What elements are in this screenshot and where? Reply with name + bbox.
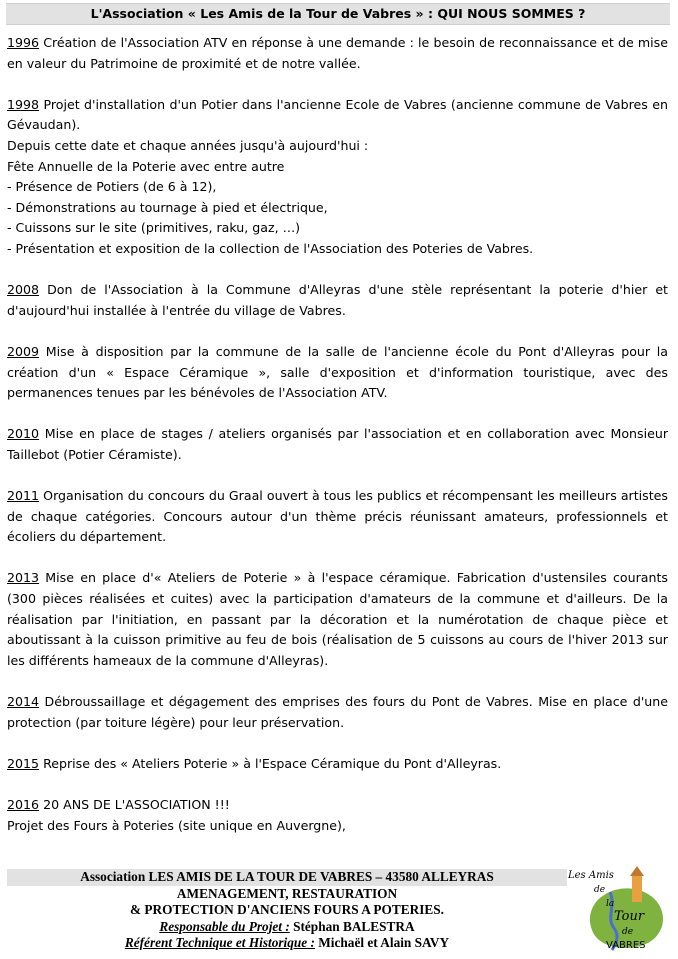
entry-line	[7, 795, 668, 816]
entry-text: Mise à disposition par la commune de la salle de l'ancienne école du Pont d'Alleyras pour la création d'un « Espace Céramique », salle d'exposition et d'information touristique, avec des permanences tenues par les bénévoles de l'Association ATV.	[7, 343, 668, 401]
history-content	[7, 33, 668, 857]
entry-text: Organisation du concours du Graal ouvert à tous les publics et récompensant les meilleurs artistes de chaque catégories. Concours autour d'un thème précis réunissant amateurs, professionnels et écoliers du département.	[7, 488, 668, 545]
entry-text: - Démonstrations au tournage à pied et électrique,	[7, 199, 328, 215]
logo-tower-roof	[630, 866, 644, 876]
entry-line	[7, 342, 668, 404]
entry-line	[7, 816, 668, 837]
entry-text: Mise en place de stages / ateliers organisés par l'association et en collaboration avec Monsieur Taillebot (Potier Céramiste).	[7, 426, 668, 462]
entry-line	[7, 33, 668, 74]
entry-text: 20 ANS DE L'ASSOCIATION !!!	[39, 796, 230, 812]
entry-line	[7, 754, 668, 775]
association-logo	[566, 862, 674, 954]
entry-line	[7, 280, 668, 321]
entry-text: Débroussaillage et dégagement des emprises des fours du Pont de Vabres. Mise en place d'une protection (par toiture légère) pour leur préservation.	[7, 694, 668, 730]
entry-text: Don de l'Association à la Commune d'Alleyras d'une stèle représentant la poterie d'hier et d'aujourd'hui installée à l'entrée du village de Vabres.	[7, 282, 668, 318]
footer-mission-2: & PROTECTION D'ANCIENS FOURS A POTERIES.	[129, 902, 444, 917]
logo-text-vabres: VABRES	[606, 940, 646, 951]
entry-text: - Cuissons sur le site (primitives, raku, gaz, …)	[7, 220, 301, 236]
entry-text: - Présence de Potiers (de 6 à 12),	[7, 179, 217, 195]
entry-line	[7, 157, 668, 178]
history-entry	[7, 486, 668, 548]
technical-ref-names: Michaël et Alain SAVY	[314, 935, 450, 950]
history-entry	[7, 754, 668, 775]
entry-year: 2015	[7, 755, 40, 771]
logo-text-la: la	[606, 899, 615, 909]
entry-line	[7, 177, 668, 198]
entry-line	[7, 218, 668, 239]
entry-year: 2013	[7, 570, 40, 586]
logo-text-les-amis: Les Amis	[568, 870, 614, 881]
logo-tower	[632, 876, 642, 902]
footer-mission-1: AMENAGEMENT, RESTAURATION	[176, 885, 398, 901]
entry-year: 2016	[7, 796, 40, 812]
entry-line	[7, 568, 668, 671]
entry-text: Projet d'installation d'un Potier dans l'ancienne Ecole de Vabres (ancienne commune de Vabres en Gévaudan).	[7, 96, 668, 133]
history-entry	[7, 795, 668, 836]
entry-text: Création de l'Association ATV en réponse à une demande : le besoin de reconnaissance et de mise en valeur du Patrimoine de proximité et de notre vallée.	[7, 35, 668, 71]
logo-text-tour: Tour	[614, 909, 645, 924]
entry-line	[7, 95, 668, 136]
page-title: L'Association « Les Amis de la Tour de Vabres » : QUI NOUS SOMMES ?	[90, 6, 586, 21]
history-entry	[7, 692, 668, 733]
page-header	[6, 3, 670, 25]
entry-line	[7, 486, 668, 548]
history-entry	[7, 95, 668, 260]
entry-line	[7, 136, 668, 157]
entry-text: Mise en place d'« Ateliers de Poterie » à l'espace céramique. Fabrication d'ustensiles courants (300 pièces réalisées et cuites) avec la participation d'amateurs de la commune et d'ailleurs. De la réalisation par l'initiation, en passant par la décoration et la numérotation de chaque pièce et aboutissant à la cuisson primitive au feu de bois (réalisation de 5 cuissons au cours de l'hiver 2013 sur les différents hameaux de la commune d'Alleyras).	[7, 570, 668, 668]
entry-year: 2011	[7, 488, 40, 504]
entry-text: - Présentation et exposition de la collection de l'Association des Poteries de Vabres.	[7, 240, 534, 256]
history-entry	[7, 280, 668, 321]
entry-text: Reprise des « Ateliers Poterie » à l'Espace Céramique du Pont d'Alleyras.	[39, 755, 502, 771]
entry-text: Fête Annuelle de la Poterie avec entre autre	[7, 158, 285, 174]
history-entry	[7, 342, 668, 404]
association-footer	[7, 869, 567, 952]
entry-line	[7, 198, 668, 219]
entry-text: Depuis cette date et chaque années jusqu'à aujourd'hui :	[7, 137, 369, 153]
logo-text-de-1: de	[594, 885, 606, 895]
project-lead-label: Responsable du Projet :	[159, 918, 290, 934]
entry-year: 1998	[7, 96, 40, 112]
history-entry	[7, 424, 668, 465]
entry-year: 2010	[7, 426, 40, 442]
footer-address: Association LES AMIS DE LA TOUR DE VABRES – 43580 ALLEYRAS	[7, 869, 567, 886]
footer-technical-ref	[7, 935, 567, 952]
footer-project-lead	[7, 919, 567, 936]
entry-year: 2008	[7, 282, 40, 298]
technical-ref-label: Référent Technique et Historique :	[124, 935, 315, 950]
entry-line	[7, 424, 668, 465]
entry-line	[7, 239, 668, 260]
entry-text: Projet des Fours à Poteries (site unique en Auvergne),	[7, 817, 346, 833]
entry-year: 2014	[7, 694, 40, 709]
history-entry	[7, 33, 668, 74]
history-entry	[7, 568, 668, 671]
logo-text-de-2: de	[622, 927, 634, 937]
entry-year: 1996	[7, 35, 40, 50]
entry-year: 2009	[7, 343, 40, 359]
project-lead-name: Stéphan BALESTRA	[289, 918, 415, 934]
entry-line	[7, 692, 668, 733]
